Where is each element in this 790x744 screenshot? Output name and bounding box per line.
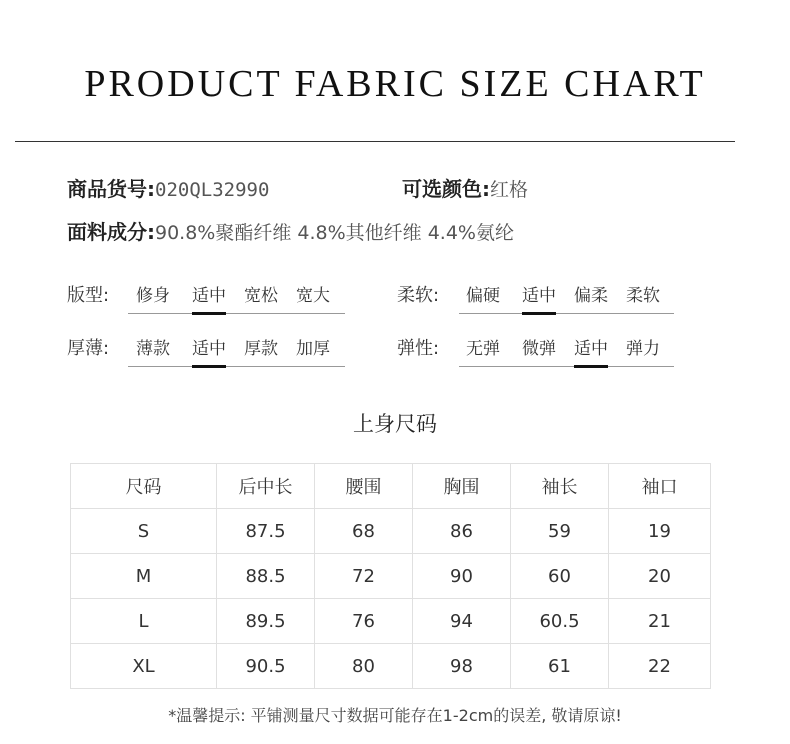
elasticity-option-2: 微弹 [522, 339, 556, 359]
page-title: PRODUCT FABRIC SIZE CHART [84, 63, 706, 105]
table-cell: 94 [413, 599, 511, 644]
table-cell: 21 [609, 599, 711, 644]
fit-option-1: 修身 [136, 286, 170, 306]
table-cell: M [71, 554, 217, 599]
fabric-label: 面料成分: [67, 220, 155, 244]
size-table-title: 上身尺码 [353, 412, 437, 436]
fit-option-3: 宽松 [244, 286, 278, 306]
table-cell: S [71, 509, 217, 554]
elasticity-options [459, 334, 674, 367]
softness-label: 柔软: [397, 285, 440, 306]
thickness-options [128, 334, 345, 367]
softness-option-4: 柔软 [626, 286, 660, 306]
measurement-note: *温馨提示: 平铺测量尺寸数据可能存在1-2cm的误差, 敬请原谅! [168, 706, 622, 725]
fabric-value: 90.8%聚酯纤维 4.8%其他纤维 4.4%氨纶 [155, 222, 514, 244]
table-row [71, 599, 711, 644]
elasticity-option-4: 弹力 [626, 339, 660, 359]
table-cell: 60 [511, 554, 609, 599]
thickness-option-3: 厚款 [244, 339, 278, 359]
fabric-row [67, 216, 514, 245]
table-cell: 98 [413, 644, 511, 689]
table-cell: 90 [413, 554, 511, 599]
header-cell: 后中长 [217, 464, 315, 509]
table-cell: 87.5 [217, 509, 315, 554]
table-cell: 20 [609, 554, 711, 599]
sku-value: 020QL32990 [155, 179, 270, 201]
table-cell: 80 [315, 644, 413, 689]
table-cell: 76 [315, 599, 413, 644]
header-cell: 尺码 [71, 464, 217, 509]
softness-option-1: 偏硬 [466, 286, 500, 306]
table-cell: 89.5 [217, 599, 315, 644]
sku-row [67, 173, 269, 202]
fit-label: 版型: [67, 285, 110, 306]
table-cell: XL [71, 644, 217, 689]
header-cell: 袖长 [511, 464, 609, 509]
table-row [71, 644, 711, 689]
table-cell: 60.5 [511, 599, 609, 644]
table-cell: 90.5 [217, 644, 315, 689]
header-cell: 胸围 [413, 464, 511, 509]
table-header-row [71, 464, 711, 509]
table-cell: 72 [315, 554, 413, 599]
header-cell: 袖口 [609, 464, 711, 509]
thickness-option-1: 薄款 [136, 339, 170, 359]
header-cell: 腰围 [315, 464, 413, 509]
thickness-option-2-selected: 适中 [192, 334, 226, 359]
fit-option-2-selected: 适中 [192, 281, 226, 306]
softness-option-2-selected: 适中 [522, 281, 556, 306]
elasticity-option-1: 无弹 [466, 339, 500, 359]
fit-options [128, 281, 345, 314]
thickness-label: 厚薄: [67, 338, 110, 359]
table-cell: 86 [413, 509, 511, 554]
table-cell: 22 [609, 644, 711, 689]
table-row [71, 509, 711, 554]
table-cell: 59 [511, 509, 609, 554]
table-cell: 61 [511, 644, 609, 689]
size-table [70, 463, 711, 689]
elasticity-option-3-selected: 适中 [574, 334, 608, 359]
table-cell: 19 [609, 509, 711, 554]
table-cell: 88.5 [217, 554, 315, 599]
sku-label: 商品货号: [67, 177, 155, 201]
thickness-option-4: 加厚 [296, 339, 330, 359]
color-row [402, 173, 528, 202]
softness-option-3: 偏柔 [574, 286, 608, 306]
table-row [71, 554, 711, 599]
elasticity-label: 弹性: [397, 338, 440, 359]
softness-options [459, 281, 674, 314]
table-cell: L [71, 599, 217, 644]
fit-option-4: 宽大 [296, 286, 330, 306]
color-label: 可选颜色: [402, 177, 490, 201]
color-value: 红格 [490, 179, 529, 201]
table-cell: 68 [315, 509, 413, 554]
title-divider [15, 141, 735, 142]
